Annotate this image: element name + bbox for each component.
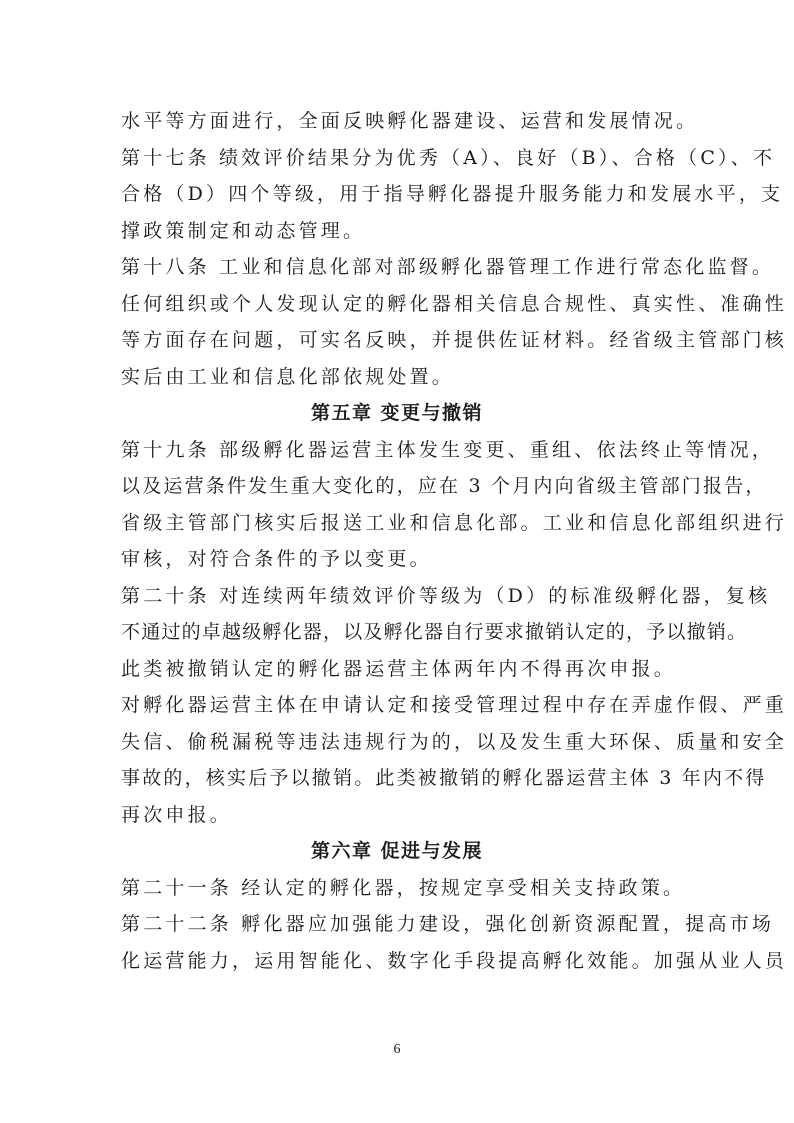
paragraph-line: 水平等方面进行，全面反映孵化器建设、运营和发展情况。 — [121, 110, 699, 132]
article-19-line: 第十九条 部级孵化器运营主体发生变更、重组、依法终止等情况， — [121, 439, 775, 461]
paragraph-line: 事故的，核实后予以撤销。此类被撤销的孵化器运营主体 3 年内不得 — [121, 767, 767, 789]
paragraph-line: 省级主管部门核实后报送工业和信息化部。工业和信息化部组织进行 — [121, 512, 788, 534]
paragraph-line: 化运营能力，运用智能化、数字化手段提高孵化效能。加强从业人员 — [121, 950, 788, 972]
article-17-line: 第十七条 绩效评价结果分为优秀（A）、良好（B）、合格（C）、不 — [121, 147, 776, 169]
paragraph-line: 撑政策制定和动态管理。 — [121, 220, 366, 242]
paragraph-line: 此类被撤销认定的孵化器运营主体两年内不得再次申报。 — [121, 658, 677, 680]
paragraph-line: 以及运营条件发生重大变化的，应在 3 个月内向省级主管部门报告， — [121, 475, 767, 497]
paragraph-line: 再次申报。 — [121, 804, 233, 826]
paragraph-line: 对孵化器运营主体在申请认定和接受管理过程中存在弄虚作假、严重 — [121, 694, 788, 716]
paragraph-line: 等方面存在问题，可实名反映，并提供佐证材料。经省级主管部门核 — [121, 329, 788, 351]
paragraph-line: 审核，对符合条件的予以变更。 — [121, 548, 432, 570]
page-number: 6 — [393, 1042, 401, 1057]
chapter-5-heading: 第五章 变更与撤销 — [310, 402, 484, 424]
article-20-line: 第二十条 对连续两年绩效评价等级为（D）的标准级孵化器，复核 — [121, 585, 771, 607]
article-18-line: 第十八条 工业和信息化部对部级孵化器管理工作进行常态化监督。 — [121, 256, 775, 278]
paragraph-line: 实后由工业和信息化部依规处置。 — [121, 366, 455, 388]
article-22-line: 第二十二条 孵化器应加强能力建设，强化创新资源配置，提高市场 — [121, 913, 775, 935]
paragraph-line: 不通过的卓越级孵化器，以及孵化器自行要求撤销认定的，予以撤销。 — [121, 621, 748, 643]
paragraph-line: 合格（D）四个等级，用于指导孵化器提升服务能力和发展水平，支 — [121, 183, 784, 205]
article-21-line: 第二十一条 经认定的孵化器，按规定享受相关支持政策。 — [121, 877, 686, 899]
chapter-6-heading: 第六章 促进与发展 — [310, 840, 484, 862]
paragraph-line: 任何组织或个人发现认定的孵化器相关信息合规性、真实性、准确性 — [121, 293, 788, 315]
paragraph-line: 失信、偷税漏税等违法违规行为的，以及发生重大环保、质量和安全 — [121, 731, 788, 753]
